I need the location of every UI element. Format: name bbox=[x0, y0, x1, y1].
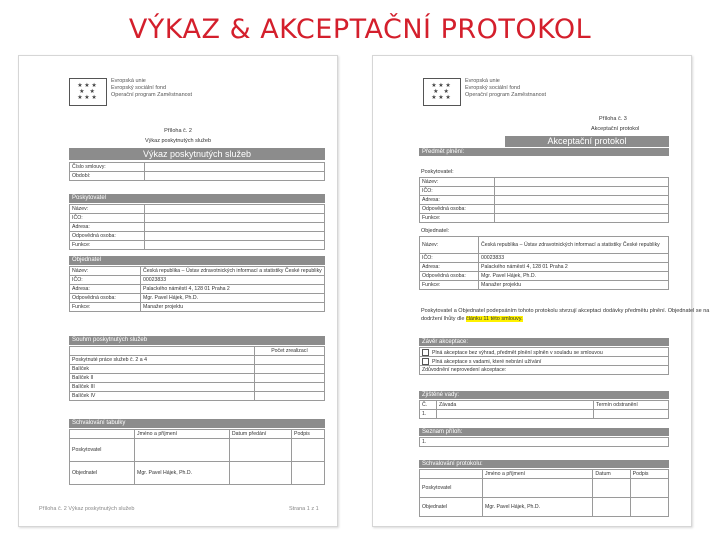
zaver-table: Plná akceptace bez výhrad, předmět plnění splněn v souladu se smlouvou Plná akceptace s vadami, které nebrání užívání Zdůvodnění neprovedení akceptace: bbox=[419, 347, 669, 375]
doc-subtitle: Výkaz poskytnutých služeb bbox=[144, 138, 212, 144]
doc-subtitle: Akceptační protokol bbox=[591, 126, 640, 132]
souhrn-table: Počet zrealizací Poskytnuté práce služeb č. 2 a 4 Balíček Balíček II Balíček III Balíček IV bbox=[69, 346, 325, 401]
vady-table: Č. Závada Termín odstranění 1. bbox=[419, 400, 669, 419]
prilohy-table: 1. bbox=[419, 437, 669, 447]
schvaleni-head: Schvalování tabulky bbox=[69, 419, 325, 428]
prilohy-head: Seznam příloh: bbox=[419, 428, 669, 436]
schvaleni-table: Jméno a příjmení Datum předání Podpis Poskytovatel Objednatel Mgr. Pavel Hájek, Ph.D. bbox=[69, 429, 325, 485]
footer-right: Strana 1 z 1 bbox=[289, 506, 319, 512]
eu-flag-logo: ★ ★ ★ ★ ★ ★ ★ ★ bbox=[69, 78, 107, 106]
page-title: VÝKAZ & AKCEPTAČNÍ PROTOKOL bbox=[128, 14, 592, 45]
predmet-head: Předmět plnění: bbox=[419, 148, 669, 156]
poskytovatel-table: Název: IČO: Adresa: Odpovědná osoba: Funkce: bbox=[419, 177, 669, 223]
schvaleni-head: Schvalování protokolu: bbox=[419, 460, 669, 468]
eu-flag-logo: ★ ★ ★ ★ ★ ★ ★ ★ bbox=[423, 78, 461, 106]
priloha-label: Příloha č. 3 bbox=[599, 116, 627, 122]
poskytovatel-head: Poskytovatel: bbox=[421, 169, 454, 175]
objednatel-head: Objednatel bbox=[69, 256, 325, 265]
vykaz-band: Výkaz poskytnutých služeb bbox=[69, 148, 325, 160]
poskytovatel-head: Poskytovatel bbox=[69, 194, 325, 203]
akceptacni-sheet bbox=[372, 55, 710, 527]
schvaleni-table: Jméno a příjmení Datum Podpis Poskytovatel Objednatel Mgr. Pavel Hájek, Ph.D. bbox=[419, 469, 669, 517]
checkbox[interactable] bbox=[422, 349, 429, 356]
souhrn-head: Souhrn poskytnutých služeb bbox=[69, 336, 325, 345]
akceptace-band: Akceptační protokol bbox=[505, 136, 669, 147]
footer-left: Příloha č. 2 Výkaz poskytnutých služeb bbox=[39, 506, 135, 512]
vykaz-sheet bbox=[18, 55, 338, 527]
objednatel-table: Název: Česká republika – Ústav zdravotnických informací a statistiky České republiky IČO: 00023833 Adresa: Palackého náměstí 4, 128 01 Praha 2 Odpovědná osoba: Mgr. Pavel Hájek, Ph.D. Funkce: Manažer projektu bbox=[419, 236, 669, 290]
akceptace-paragraph-2: dodržení lhůty dle článku 11 této smlouvy. bbox=[421, 316, 523, 322]
objednatel-table: Název: Česká republika – Ústav zdravotnických informací a statistiky České republiky IČO: 00023833 Adresa: Palackého náměstí 4, 128 01 Praha 2 Odpovědná osoba: Mgr. Pavel Hájek, Ph.D. Funkce: Manažer projektu bbox=[69, 266, 325, 312]
zaver-head: Závěr akceptace: bbox=[419, 338, 669, 346]
logo-text: Evropská unie Evropský sociální fond Operační program Zaměstnanost bbox=[465, 78, 547, 98]
header-table: Číslo smlouvy: Období: bbox=[69, 162, 325, 181]
objednatel-head: Objednatel: bbox=[421, 228, 450, 234]
priloha-label: Příloha č. 2 bbox=[164, 128, 192, 134]
vady-head: Zjištěné vady: bbox=[419, 391, 669, 399]
logo-text: Evropská unie Evropský sociální fond Operační program Zaměstnanost bbox=[111, 78, 193, 98]
highlighted-text: článku 11 této smlouvy. bbox=[465, 316, 523, 322]
akceptace-paragraph: Poskytovatel a Objednatel podepsáním tohoto protokolu stvrzují akceptaci dodávky předmětu plnění. Objednatel se na bbox=[421, 308, 710, 314]
poskytovatel-table: Název: IČO: Adresa: Odpovědná osoba: Funkce: bbox=[69, 204, 325, 250]
checkbox[interactable] bbox=[422, 358, 429, 365]
